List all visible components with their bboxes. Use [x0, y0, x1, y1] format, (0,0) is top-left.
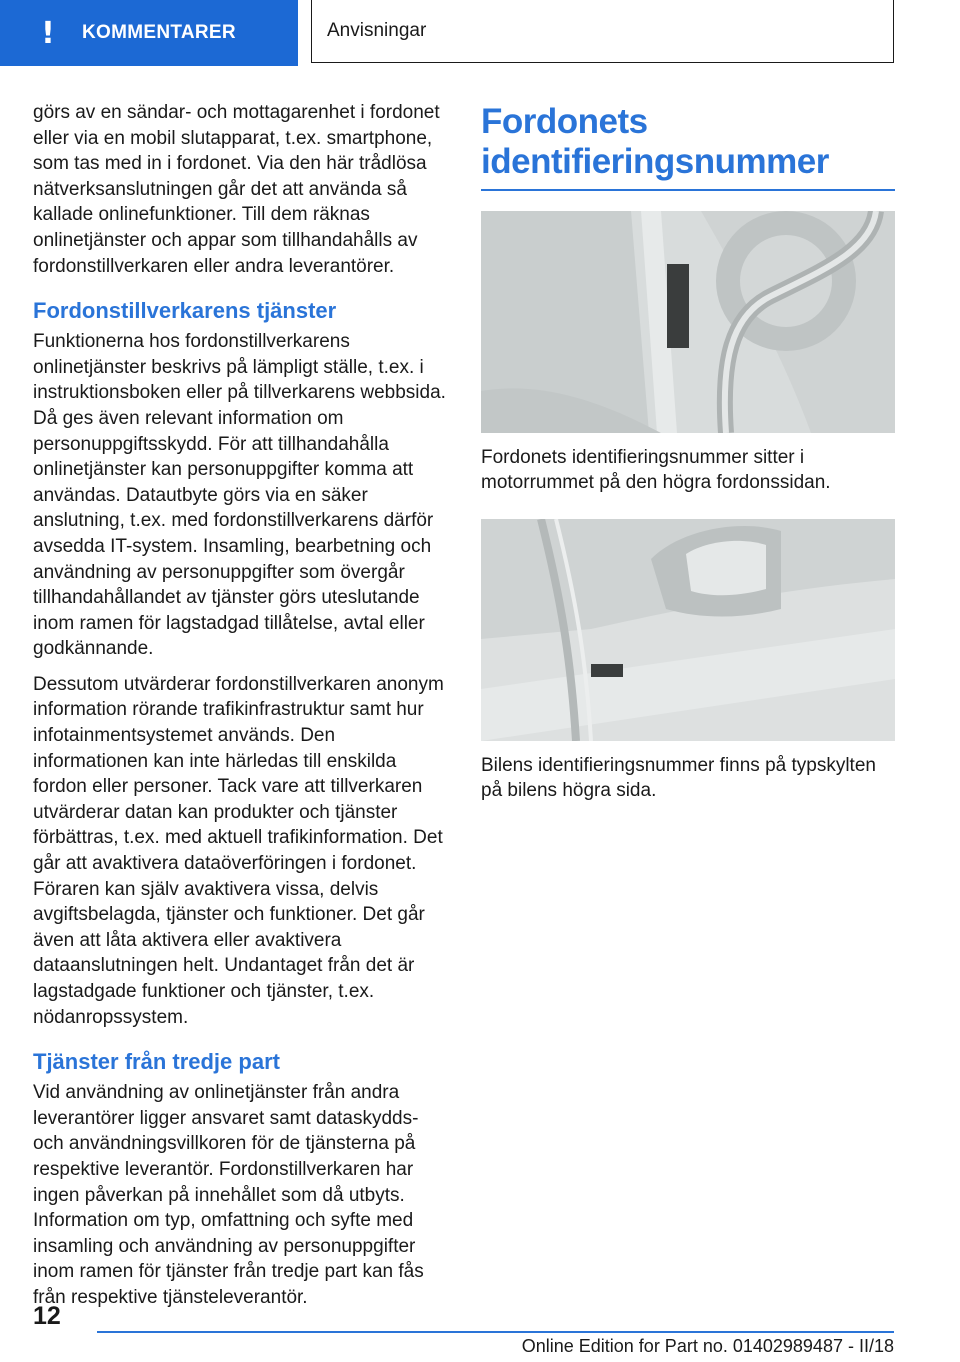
- vin-plate: [667, 264, 689, 348]
- engine-bay-figure: [481, 211, 895, 433]
- section-title-vin: Fordonets identifieringsnummer: [481, 102, 829, 181]
- paragraph-manufacturer-services-1: Funktionerna hos fordonstillverkarens onlinetjänster beskrivs på lämpligt ställe, t.ex. i instruktionsboken eller på tillverkarens webbsida. Då ges även relevant information om personuppgiftsskydd. För att tillhandahålla onlinetjänster kan personuppgifter komma att användas. Datautbyte görs via en säker anslutning, t.ex. med fordonstillverkarens därför avsedda IT-system. Insamling, bearbetning och användning av personuppgifter som övergår tillhandahållandet av tjänster görs uteslutande inom ramen för lagstadgad tillåtelse, avtal eller godkännande.: [33, 331, 446, 660]
- section-title-rule: [481, 189, 895, 191]
- section-label: Anvisningar: [327, 20, 427, 41]
- right-column: [481, 100, 895, 804]
- intro-paragraph: görs av en sändar- och mottagarenhet i fordonet eller via en mobil slutapparat, t.ex. smartphone, som tas med in i fordonet. Via den här trådlösa nätverksanslutningen går det att använda så kallade onlinefunktioner. Till dem räknas onlinetjänster och appar som tillhandahålls av fordonstillverkaren eller andra leverantörer.: [33, 102, 440, 277]
- figure2-caption: Bilens identifieringsnummer finns på typskylten på bilens högra sida.: [481, 754, 876, 802]
- section-header: [311, 0, 894, 63]
- section-heading-third-party: Tjänster från tredje part: [33, 1049, 280, 1075]
- edition-text: Online Edition for Part no. 01402989487 - II/18: [521, 1336, 894, 1356]
- exclamation-icon: !: [41, 15, 55, 51]
- figure1-caption: Fordonets identifieringsnummer sitter i motorrummet på den högra fordonssidan.: [481, 446, 831, 494]
- door-sill-figure: [481, 519, 895, 741]
- paragraph-third-party: Vid användning av onlinetjänster från andra leverantörer ligger ansvaret samt dataskydds- och användningsvillkoren för de tjänsterna på respektive leverantör. Fordonstillverkaren har ingen påverkan på innehållet som då utbyts. Information om typ, omfattning och syfte med insamling och användning av personuppgifter inom ramen för tjänster från tredje part kan fås från respektive tjänsteleverantör.: [33, 1082, 424, 1308]
- vin-label: [591, 664, 623, 677]
- chapter-tab[interactable]: [0, 0, 298, 66]
- chapter-tab-label: KOMMENTARER: [82, 22, 236, 43]
- left-column: [33, 100, 451, 1321]
- page-number: 12: [33, 1302, 61, 1330]
- section-heading-manufacturer-services: Fordonstillverkarens tjänster: [33, 298, 337, 324]
- footer-rule: [97, 1331, 894, 1333]
- paragraph-manufacturer-services-2: Dessutom utvärderar fordonstillverkaren anonym information rörande trafikinfrastruktur samt hur infotainmentsystemet används. Den informationen kan inte härledas till enskilda fordon eller personer. Tack vare att tillverkaren utvärderar datan kan produkter och tjänster förbättras, t.ex. med aktuell trafikinformation. Det går att avaktivera dataöverföringen i fordonet. Föraren kan själv avaktivera vissa, delvis avgiftsbelagda, tjänster och funktioner. Det går även att låta aktivera eller avaktivera dataanslutningen helt. Undantaget från det är lagstadgade funktioner och tjänster, t.ex. nödanropssystem.: [33, 673, 444, 1028]
